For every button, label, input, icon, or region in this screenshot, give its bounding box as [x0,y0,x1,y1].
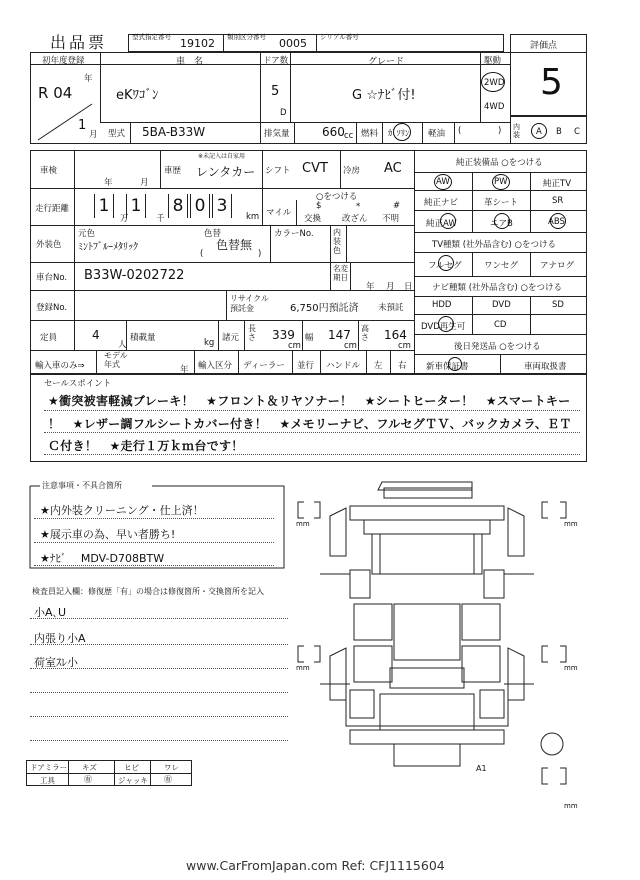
car-name-label: 車 名 [176,57,204,67]
exchange-label: 交換 [304,214,322,224]
navi-hdd: HDD [432,300,452,310]
height-cm: cm [398,341,411,351]
mm-front-left: mm [296,520,310,528]
person-unit: 人 [118,340,127,350]
damage-marker-a1: A1 [476,764,487,773]
grade-label: グレード [368,57,405,67]
equip-genuine-aw: 純正AW [426,219,457,229]
equip-abs-circle [550,213,566,229]
cooler-label: 冷房 [343,166,361,176]
length-cm: cm [288,341,301,351]
notes-label: 注意事項・不具合箇所 [42,481,122,490]
equip-airbag-circle [494,213,510,229]
tv-analog: アナログ [540,261,575,271]
color-change: 色替無 [216,238,253,252]
kg-unit: kg [204,338,215,348]
interior-label: 内装 [513,123,520,139]
interior-c: C [574,127,580,137]
fuel-diesel: 軽油 [428,129,446,139]
shaken-year: 年 [104,178,113,188]
equip-airbag: エアB [490,219,513,229]
color-name-label: 色替 [204,229,222,239]
load-label: 積載量 [130,333,156,343]
displacement-value: 660 [322,125,345,139]
orig-color: ﾐﾝﾄﾌﾞﾙｰﾒﾀﾘｯｸ [78,242,138,253]
reg-label: 登録No. [36,303,68,313]
name-change-day: 日 [404,282,413,292]
unknown-symbol: # [393,201,401,211]
doors-d: D [280,108,287,118]
equip-genuine-aw-circle [440,213,456,229]
model-year-label: モデル年式 [104,351,128,369]
rating-value: 5 [540,62,563,103]
sales-label: セールスポイント [44,379,112,389]
fuel-gas: ｶﾞｿﾘﾝ [388,129,410,139]
navi-label: ナビ種類 (社外品含む) ○をつける [432,283,562,293]
legend-scratch: キズ [82,763,97,772]
equip-leather: 革シート [484,198,519,208]
first-reg-label: 初年度登録 [42,56,85,66]
chassis-label: 車台No. [36,273,68,283]
car-name: eKﾜｺﾞﾝ [116,88,159,103]
legend-crack: ヒビ [124,763,139,772]
model-value: 5BA-B33W [142,125,206,139]
diesel-paren-close: ) [498,126,502,136]
orig-color-label: 元色 [78,229,96,239]
first-reg-month: 1 [78,118,87,133]
cc-unit: cc [344,131,354,141]
height-label: 高さ [361,324,369,342]
displacement-label: 排気量 [264,129,290,139]
width-label: 幅 [305,333,314,343]
altered-label: 改ざん [342,214,368,224]
navi-sd: SD [552,300,564,310]
import-label: 輸入車のみ⇒ [35,361,85,371]
tv-oneseg: ワンセグ [484,261,519,271]
import-year-unit: 年 [180,365,189,375]
name-change-month: 月 [386,282,395,292]
import-div-label: 輸入区分 [198,361,233,371]
drive-label: 駆動 [484,56,502,66]
legend-jack-yes: ㊒ [164,775,172,784]
mm-spare: mm [564,802,578,810]
legend-tools: 工具 [40,776,55,785]
mm-front-right: mm [564,520,578,528]
note-line-2: ★展示車の為、早い者勝ち! [40,528,176,541]
name-change-label: 名変期日 [333,264,348,282]
navi-dvd: DVD [492,300,511,310]
width-value: 147 [328,328,351,342]
mileage-digit: 1 [126,194,146,218]
unpaid-label: 未預託 [378,303,404,313]
km-unit: km [246,212,260,222]
tv-fullseg-circle [438,255,454,271]
note-line-1: ★内外装クリーニング・仕上済！ [40,504,204,517]
category-value: 0005 [279,37,307,50]
doors-value: 5 [271,84,280,99]
mm-rear-right: mm [564,664,578,672]
handle-label: ハンドル [326,361,361,371]
dealer-label: ディーラー [243,361,285,371]
color-paren-open: ( [200,249,204,259]
navi-cd: CD [494,320,507,330]
equip-tv: 純正TV [543,179,572,189]
recycle-value: 6,750円預託済 [290,303,359,314]
history-label: 車歴 [164,166,182,176]
legend-mirror: ドアミラー [30,763,68,772]
model-cert-label: 型式指定番号 [132,33,171,41]
sales-line-3: Ｃ付き！ ★走行１万ｋｍ台です！ [48,439,244,453]
recycle-label: リサイクル預託金 [230,294,269,313]
color-paren-close: ) [258,249,262,259]
parallel-label: 並行 [297,361,315,371]
cooler-value: AC [384,161,402,176]
mm-rear-left: mm [296,664,310,672]
rating-label: 評価点 [530,41,558,51]
history-value: レンタカー [196,165,256,179]
navi-dvd-play: DVD再生可 [421,322,466,332]
fuel-gas-circle [393,123,411,141]
unknown-label: 不明 [382,214,400,224]
doors-label: ドア数 [263,56,289,66]
length-label: 長さ [248,324,256,342]
equip-pw-circle [492,174,510,190]
man-unit: 万 [120,214,129,224]
length-value: 339 [272,328,295,342]
history-note: ※未記入は自家用 [198,153,246,160]
genuine-label: 純正装備品 ○をつける [456,158,543,168]
first-reg-year: R 04 [38,84,73,102]
later-manual: 車両取扱書 [524,362,567,372]
equip-aw: AW [436,177,450,187]
page-title: 出品票 [50,33,108,52]
inspector-line-3: 荷室ｽﾚ小 [34,656,78,669]
mile-tsukeru: ○をつける [316,192,358,202]
tv-fullseg: フルセグ [428,261,462,271]
legend-tools-yes: ㊒ [84,775,92,784]
drive-2wd-circle [481,72,505,92]
note-line-3: ★ﾅﾋﾞ MDV-D708BTW [40,552,165,565]
interior-a: A [536,127,542,137]
later-label: 後日発送品 ○をつける [454,342,541,352]
year-unit: 年 [84,74,93,84]
month-unit: 月 [89,130,98,140]
height-value: 164 [384,328,407,342]
capacity-value: 4 [92,328,100,342]
shift-label: シフト [265,166,291,176]
serial-label: シリアル番号 [320,33,359,41]
footer-ref: www.CarFromJapan.com Ref: CFJ1115604 [186,858,445,873]
legend-broken: ワレ [164,763,179,772]
interior-color-label: 内装色 [333,228,341,255]
chassis-value: B33W-0202722 [84,268,185,283]
shaken-month: 月 [140,178,149,188]
mileage-digit: 3 [212,194,232,218]
tv-label: TV種類 (社外品含む) ○をつける [432,240,556,250]
shift-value: CVT [302,161,328,176]
inspector-line-2: 内張り小A [34,632,86,645]
shaken-label: 車検 [40,166,58,176]
equip-abs: ABS [548,217,565,227]
interior-b: B [556,127,562,137]
width-cm: cm [344,341,357,351]
mileage-label: 走行距離 [35,204,70,214]
handle-right: 右 [398,361,407,371]
mileage-digit: 0 [190,194,210,218]
exchange-symbol: $ [316,201,322,211]
altered-symbol: * [356,202,361,212]
sales-line-1: ★衝突被害軽減ブレーキ！ ★フロント＆リヤソナー！ ★シートヒーター！ ★スマートキー [48,394,571,408]
model-cert-value: 19102 [180,37,215,50]
color-no-label: カラーNo. [274,229,314,239]
navi-dvd-play-circle [438,316,454,332]
equip-sr: SR [552,196,564,206]
inspector-label: 検査員記入欄：修復歴「有」の場合は修復箇所・交換箇所を記入 [32,587,264,596]
mileage-digit: 1 [94,194,114,218]
equip-navi: 純正ナビ [424,198,459,208]
car-diagram [290,478,610,808]
sales-line-2: ！ ★レザー調フルシートカバー付き！ ★メモリーナビ、フルセグＴＶ、バックカメラ、ＥＴ [48,417,572,431]
later-warranty-circle [448,357,462,371]
legend-jack: ジャッキ [118,776,148,785]
fuel-label: 燃料 [361,129,379,139]
category-label: 類別区分番号 [227,33,266,41]
model-label: 型式 [108,129,126,139]
equip-aw-circle [434,174,452,190]
mileage-digit: 8 [168,194,188,218]
dims-label: 諸元 [222,333,240,343]
name-change-year: 年 [366,282,375,292]
handle-left: 左 [374,361,383,371]
mile-label: マイル [266,208,292,218]
equip-pw: PW [494,177,508,187]
diesel-paren-open: ( [458,126,462,136]
grade-value: G ☆ﾅﾋﾞ付! [352,88,416,103]
sen-unit: 千 [156,214,165,224]
color-label: 外装色 [36,240,62,250]
interior-a-circle [531,123,547,139]
inspector-line-1: 小A､U [34,606,67,619]
drive-2wd: 2WD [484,78,505,88]
later-warranty: 新車保証書 [426,362,469,372]
drive-4wd: 4WD [484,102,505,112]
capacity-label: 定員 [40,333,58,343]
